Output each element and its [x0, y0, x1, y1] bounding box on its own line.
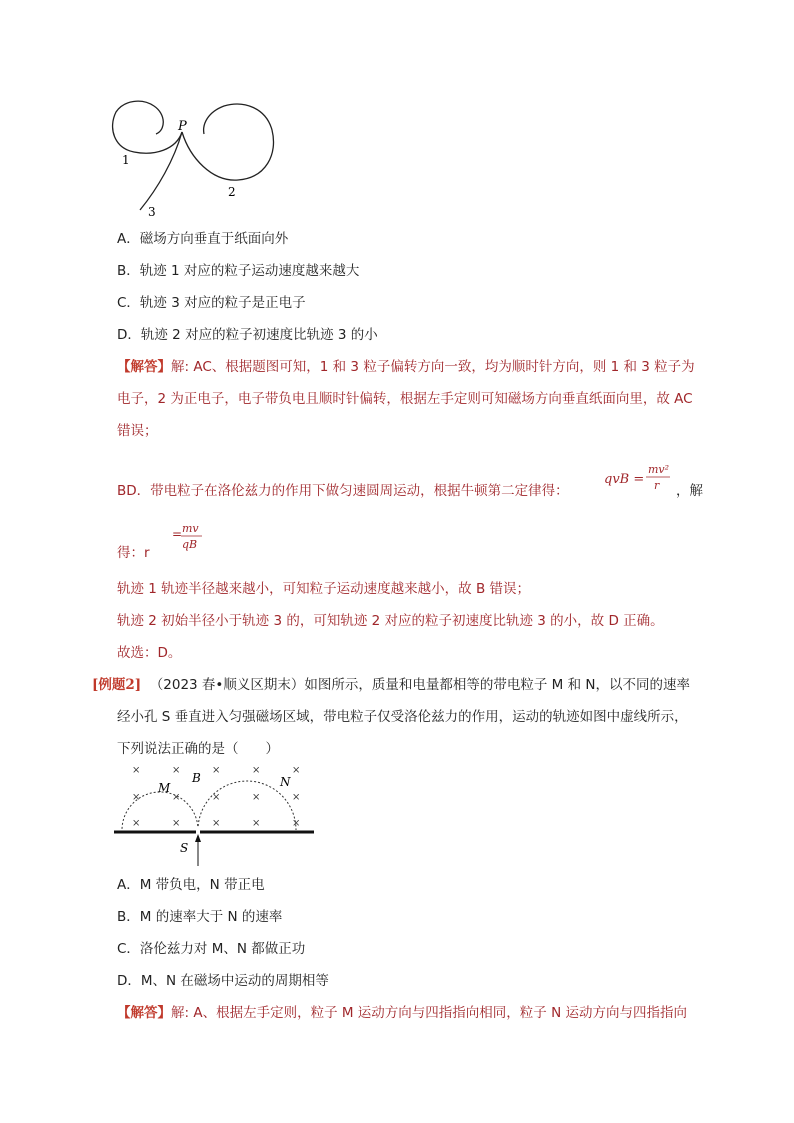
svg-text:×: ×: [212, 765, 221, 776]
svg-text:×: ×: [252, 818, 261, 829]
magnetic-field-figure: [110, 758, 320, 868]
svg-text:×: ×: [132, 765, 141, 776]
label-m: M: [158, 781, 171, 795]
q1-de-prefix: 得：r: [117, 545, 150, 561]
label-p: P: [178, 119, 187, 134]
track-1-curve: [113, 101, 182, 153]
label-3: 3: [148, 205, 156, 219]
q1-bd-suffix: ，解: [676, 483, 703, 499]
q2-option-b: B．M 的速率大于 N 的速率: [117, 909, 283, 925]
svg-text:qvB =: qvB =: [604, 472, 645, 487]
svg-text:×: ×: [172, 792, 181, 803]
q1-bd-text: BD．带电粒子在洛伦兹力的作用下做匀速圆周运动，根据牛顿第二定律得：: [117, 483, 569, 499]
svg-text:×: ×: [252, 792, 261, 803]
q1-bd-formula: [604, 459, 674, 495]
q1-choice: 故选：D。: [117, 645, 182, 661]
q1-option-d: D．轨迹 2 对应的粒子初速度比轨迹 3 的小: [117, 327, 378, 343]
label-b: B: [192, 771, 201, 785]
label-1: 1: [122, 153, 130, 167]
svg-text:×: ×: [252, 765, 261, 776]
svg-text:×: ×: [132, 818, 141, 829]
svg-text:mv²: mv²: [648, 463, 670, 476]
q2-stem-line-1: [92, 675, 690, 695]
q1-answer-tag: 【解答】: [117, 359, 171, 375]
q2-answer-tag: 【解答】: [117, 1005, 171, 1021]
q1-track2: 轨迹 2 初始半径小于轨迹 3 的，可知轨迹 2 对应的粒子初速度比轨迹 3 的小，故 D 正确。: [117, 613, 664, 629]
q2-option-d: D．M、N 在磁场中运动的周期相等: [117, 973, 329, 989]
q2-answer-line: [117, 1003, 687, 1023]
q1-answer-text-1: 解: AC、根据题图可知，1 和 3 粒子偏转方向一致，均为顺时针方向，则 1 和 3 粒子为: [171, 359, 695, 375]
svg-text:=: =: [172, 527, 183, 541]
label-n: N: [280, 775, 291, 789]
svg-text:qB: qB: [182, 538, 198, 551]
q2-stem-text-1: （2023 春•顺义区期末）如图所示，质量和电量都相等的带电粒子 M 和 N，以不同的速率: [149, 677, 690, 693]
q1-answer-line-3: 错误；: [117, 423, 158, 439]
label-s: S: [180, 841, 189, 855]
q1-de-formula: [172, 521, 208, 553]
q1-option-b: B．轨迹 1 对应的粒子运动速度越来越大: [117, 263, 360, 279]
q2-stem-line-2: 经小孔 S 垂直进入匀强磁场区域，带电粒子仅受洛伦兹力的作用，运动的轨迹如图中虚线所示，: [117, 709, 688, 725]
q1-answer-line-2: 电子，2 为正电子，电子带负电且顺时针偏转，根据左手定则可知磁场方向垂直纸面向里，故 AC: [117, 391, 693, 407]
q2-stem-line-3: 下列说法正确的是（ ）: [117, 741, 279, 757]
svg-text:×: ×: [132, 792, 141, 803]
label-2: 2: [228, 185, 236, 199]
q1-track1: 轨迹 1 轨迹半径越来越小，可知粒子运动速度越来越小，故 B 错误；: [117, 581, 531, 597]
q2-option-a: A．M 带负电，N 带正电: [117, 877, 265, 893]
q1-option-a: A．磁场方向垂直于纸面向外: [117, 231, 289, 247]
q1-answer-line-1: [117, 357, 695, 377]
svg-text:×: ×: [212, 818, 221, 829]
track-figure: [108, 98, 280, 220]
q1-option-c: C．轨迹 3 对应的粒子是正电子: [117, 295, 306, 311]
q2-answer-text: 解: A、根据左手定则，粒子 M 运动方向与四指指向相同，粒子 N 运动方向与四指指向: [171, 1005, 687, 1021]
q2-option-c: C．洛伦兹力对 M、N 都做正功: [117, 941, 306, 957]
track-3-curve: [140, 132, 182, 210]
svg-text:×: ×: [292, 765, 301, 776]
svg-text:×: ×: [292, 792, 301, 803]
svg-text:×: ×: [212, 792, 221, 803]
svg-text:×: ×: [292, 818, 301, 829]
svg-text:mv: mv: [182, 522, 199, 535]
svg-text:r: r: [654, 479, 660, 492]
track-2-curve: [182, 104, 274, 180]
svg-text:×: ×: [172, 765, 181, 776]
svg-text:×: ×: [172, 818, 181, 829]
q2-tag: [例题2]: [92, 677, 142, 693]
